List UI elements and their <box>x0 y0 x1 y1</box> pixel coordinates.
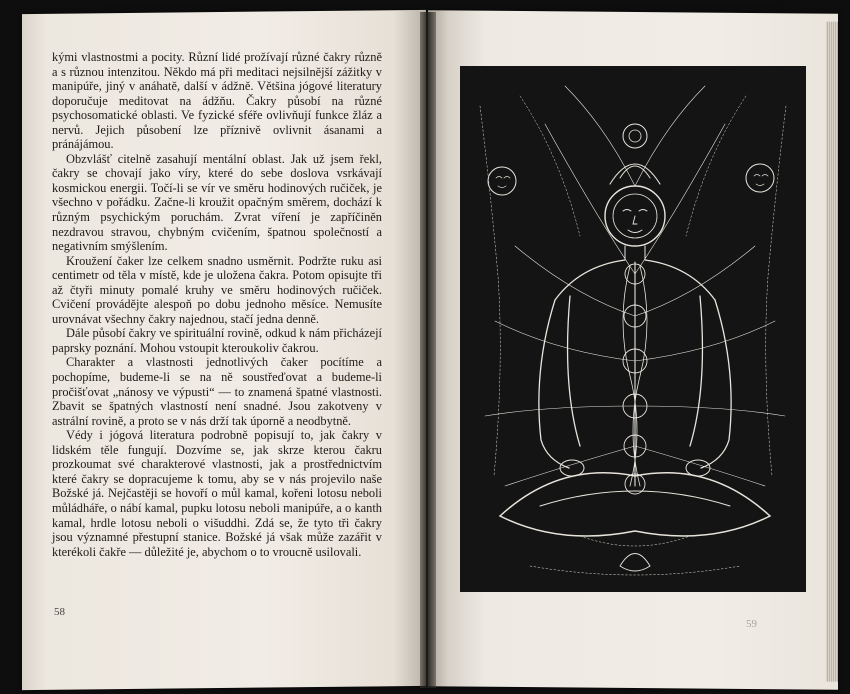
paragraph: Kroužení čaker lze celkem snadno usměrnit. Podržte ruku asi centimetr od těla v místě, kde je uložena čakra. Potom opisujte tři až čtyři minuty pomalé kruhy ve směru hodinových ručiček. Cvičení provádějte alespoň po dobu jednoho měsíce. Nemusíte urovnávat všechny čakry najednou, stačí jedna denně. <box>52 253 382 326</box>
paragraph: Dále působí čakry ve spirituální rovině, odkud k nám přicházejí paprsky poznání. Mohou vstoupit kteroukoliv čakrou. <box>52 326 382 355</box>
left-page-text <box>52 50 382 559</box>
paragraph: Charakter a vlastnosti jednotlivých čaker pocítíme a pochopíme, budeme-li se na ně soustřeďovat a budeme-li pročišťovat „nánosy ve výpusti“ — to znamená špatné vlastnosti. Zbavit se špatných vlastností není snadné. Jsou zakotveny v astrální rovině, a proto se v nás drží tak úporně a neodbytně. <box>52 355 382 428</box>
page-edges <box>826 22 838 682</box>
page-number-right: 59 <box>746 618 757 630</box>
page-number-left: 58 <box>54 606 65 618</box>
paragraph: Obzvlášť citelně zasahují mentální oblast. Jak už jsem řekl, čakry se chovají jako víry, které do sebe doslova vsrkávají kosmickou energii. Točí-li se vír ve směru hodinových ručiček, je všechno v pořádku. Začne-li kroužit opačným směrem, dochází k různým psychickým poruchám. Zvrat víření je zapříčiněn nezdravou stravou, chybným cvičením, špatnou společností a negativním smýšlením. <box>52 151 382 254</box>
meditating-figure-icon <box>460 66 806 592</box>
chakra-illustration <box>460 66 806 592</box>
paragraph: Védy i jógová literatura podrobně popisují to, jak čakry v lidském těle fungují. Dozvíme se, jak skrze kterou čakru prozkoumat své charakterové vlastnosti, jak a prostřednictvím které čakry se dopracujeme k tomu, aby se v nás projevilo naše Božské já. Nejčastěji se hovoří o můl kamal, kořeni lotosu neboli můládháře, o nábí kamal, pupku lotosu neboli manipúře, a o kanth kamal, hrdle lotosu neboli o višuddhi. Zdá se, že tyto tři čakry jsou významné přestupní stanice. Božské já však může zazářit v kterékoli čakře — důležité je, abychom o to vroucně usilovali. <box>52 428 382 559</box>
book-gutter <box>420 12 436 688</box>
paragraph: kými vlastnostmi a pocity. Různí lidé prožívají různé čakry různě a s různou intenzitou. Někdo má při meditaci nejsilnější zážitky v manipúře, jiný v anáhatě, další v ádžně. Většina jógové literatury doporučuje meditovat na ádžňu. Čakry působí na různé psychosomatické oblasti. Ve fyzické sféře ovlivňují funkce žláz a nervů. Jejich působení lze příznivě ovlivnit ásanami a pránájámou. <box>52 50 382 152</box>
